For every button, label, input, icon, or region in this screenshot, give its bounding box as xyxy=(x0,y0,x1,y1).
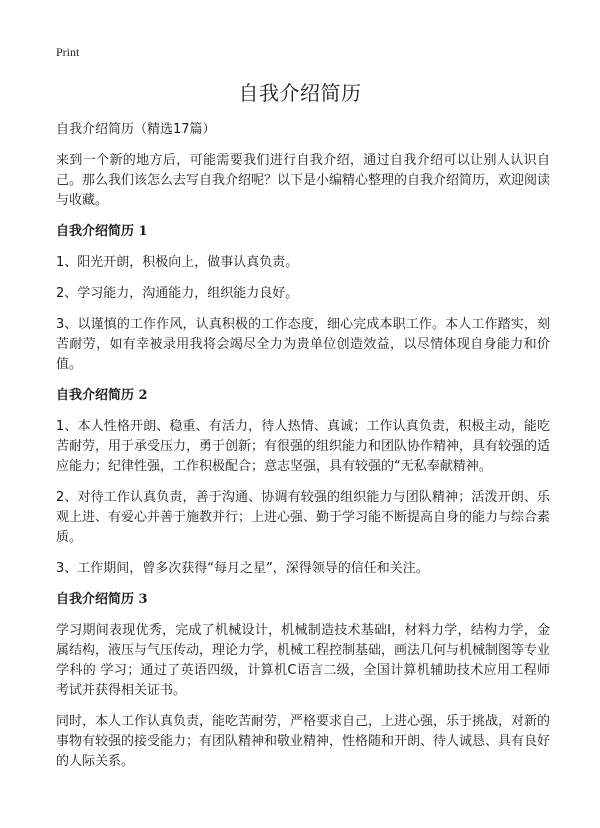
section-paragraph: 3、以谨慎的工作作风，认真积极的工作态度，细心完成本职工作。本人工作踏实，刻苦耐劳，如有幸被录用我将会竭尽全力为贵单位创造效益，以尽情体现自身能力和价值。 xyxy=(56,317,550,372)
section-paragraph: 1、阳光开朗，积极向上，做事认真负责。 xyxy=(56,255,299,270)
resume-section-3 xyxy=(56,590,550,772)
print-link[interactable]: Print xyxy=(56,45,80,59)
document-body xyxy=(56,120,550,783)
section-heading: 自我介绍简历 2 xyxy=(56,388,148,403)
resume-section-2 xyxy=(56,386,550,579)
section-heading: 自我介绍简历 3 xyxy=(56,592,148,607)
section-paragraph: 学习期间表现优秀，完成了机械设计，机械制造技术基础I，材料力学，结构力学，金属结构，液压与气压传动，理论力学，机械工程控制基础，画法几何与机械制图等专业学科的 学习；通过了英语四级，计算机C语言二级，全国计算机辅助技术应用工程师考试并获得相关证书。 xyxy=(56,623,551,698)
resume-section-1 xyxy=(56,222,550,375)
section-heading: 自我介绍简历 1 xyxy=(56,224,148,239)
section-paragraph: 1、本人性格开朗、稳重、有活力，待人热情、真诚；工作认真负责，积极主动，能吃苦耐劳，用于承受压力，勇于创新；有很强的组织能力和团队协作精神，具有较强的适应能力；纪律性强，工作积极配合；意志坚强，具有较强的“无私奉献精神。 xyxy=(56,419,551,474)
section-paragraph: 2、学习能力，沟通能力，组织能力良好。 xyxy=(56,286,299,301)
intro-paragraph: 来到一个新的地方后，可能需要我们进行自我介绍，通过自我介绍可以让别人认识自己。那么我们该怎么去写自我介绍呢？以下是小编精心整理的自我介绍简历，欢迎阅读与收藏。 xyxy=(56,153,551,208)
section-paragraph: 同时，本人工作认真负责，能吃苦耐劳，严格要求自己，上进心强，乐于挑战，对新的事物有较强的接受能力；有团队精神和敬业精神，性格随和开朗、待人诚恳、具有良好的人际关系。 xyxy=(56,714,551,769)
section-paragraph: 2、对待工作认真负责，善于沟通、协调有较强的组织能力与团队精神；活泼开朗、乐观上进、有爱心并善于施教并行；上进心强、勤于学习能不断提高自身的能力与综合素质。 xyxy=(56,490,551,545)
document-subtitle: 自我介绍简历（精选17篇） xyxy=(56,122,216,137)
page-title: 自我介绍简历 xyxy=(238,81,362,105)
section-paragraph: 3、工作期间，曾多次获得“每月之星”，深得领导的信任和关注。 xyxy=(56,561,429,576)
